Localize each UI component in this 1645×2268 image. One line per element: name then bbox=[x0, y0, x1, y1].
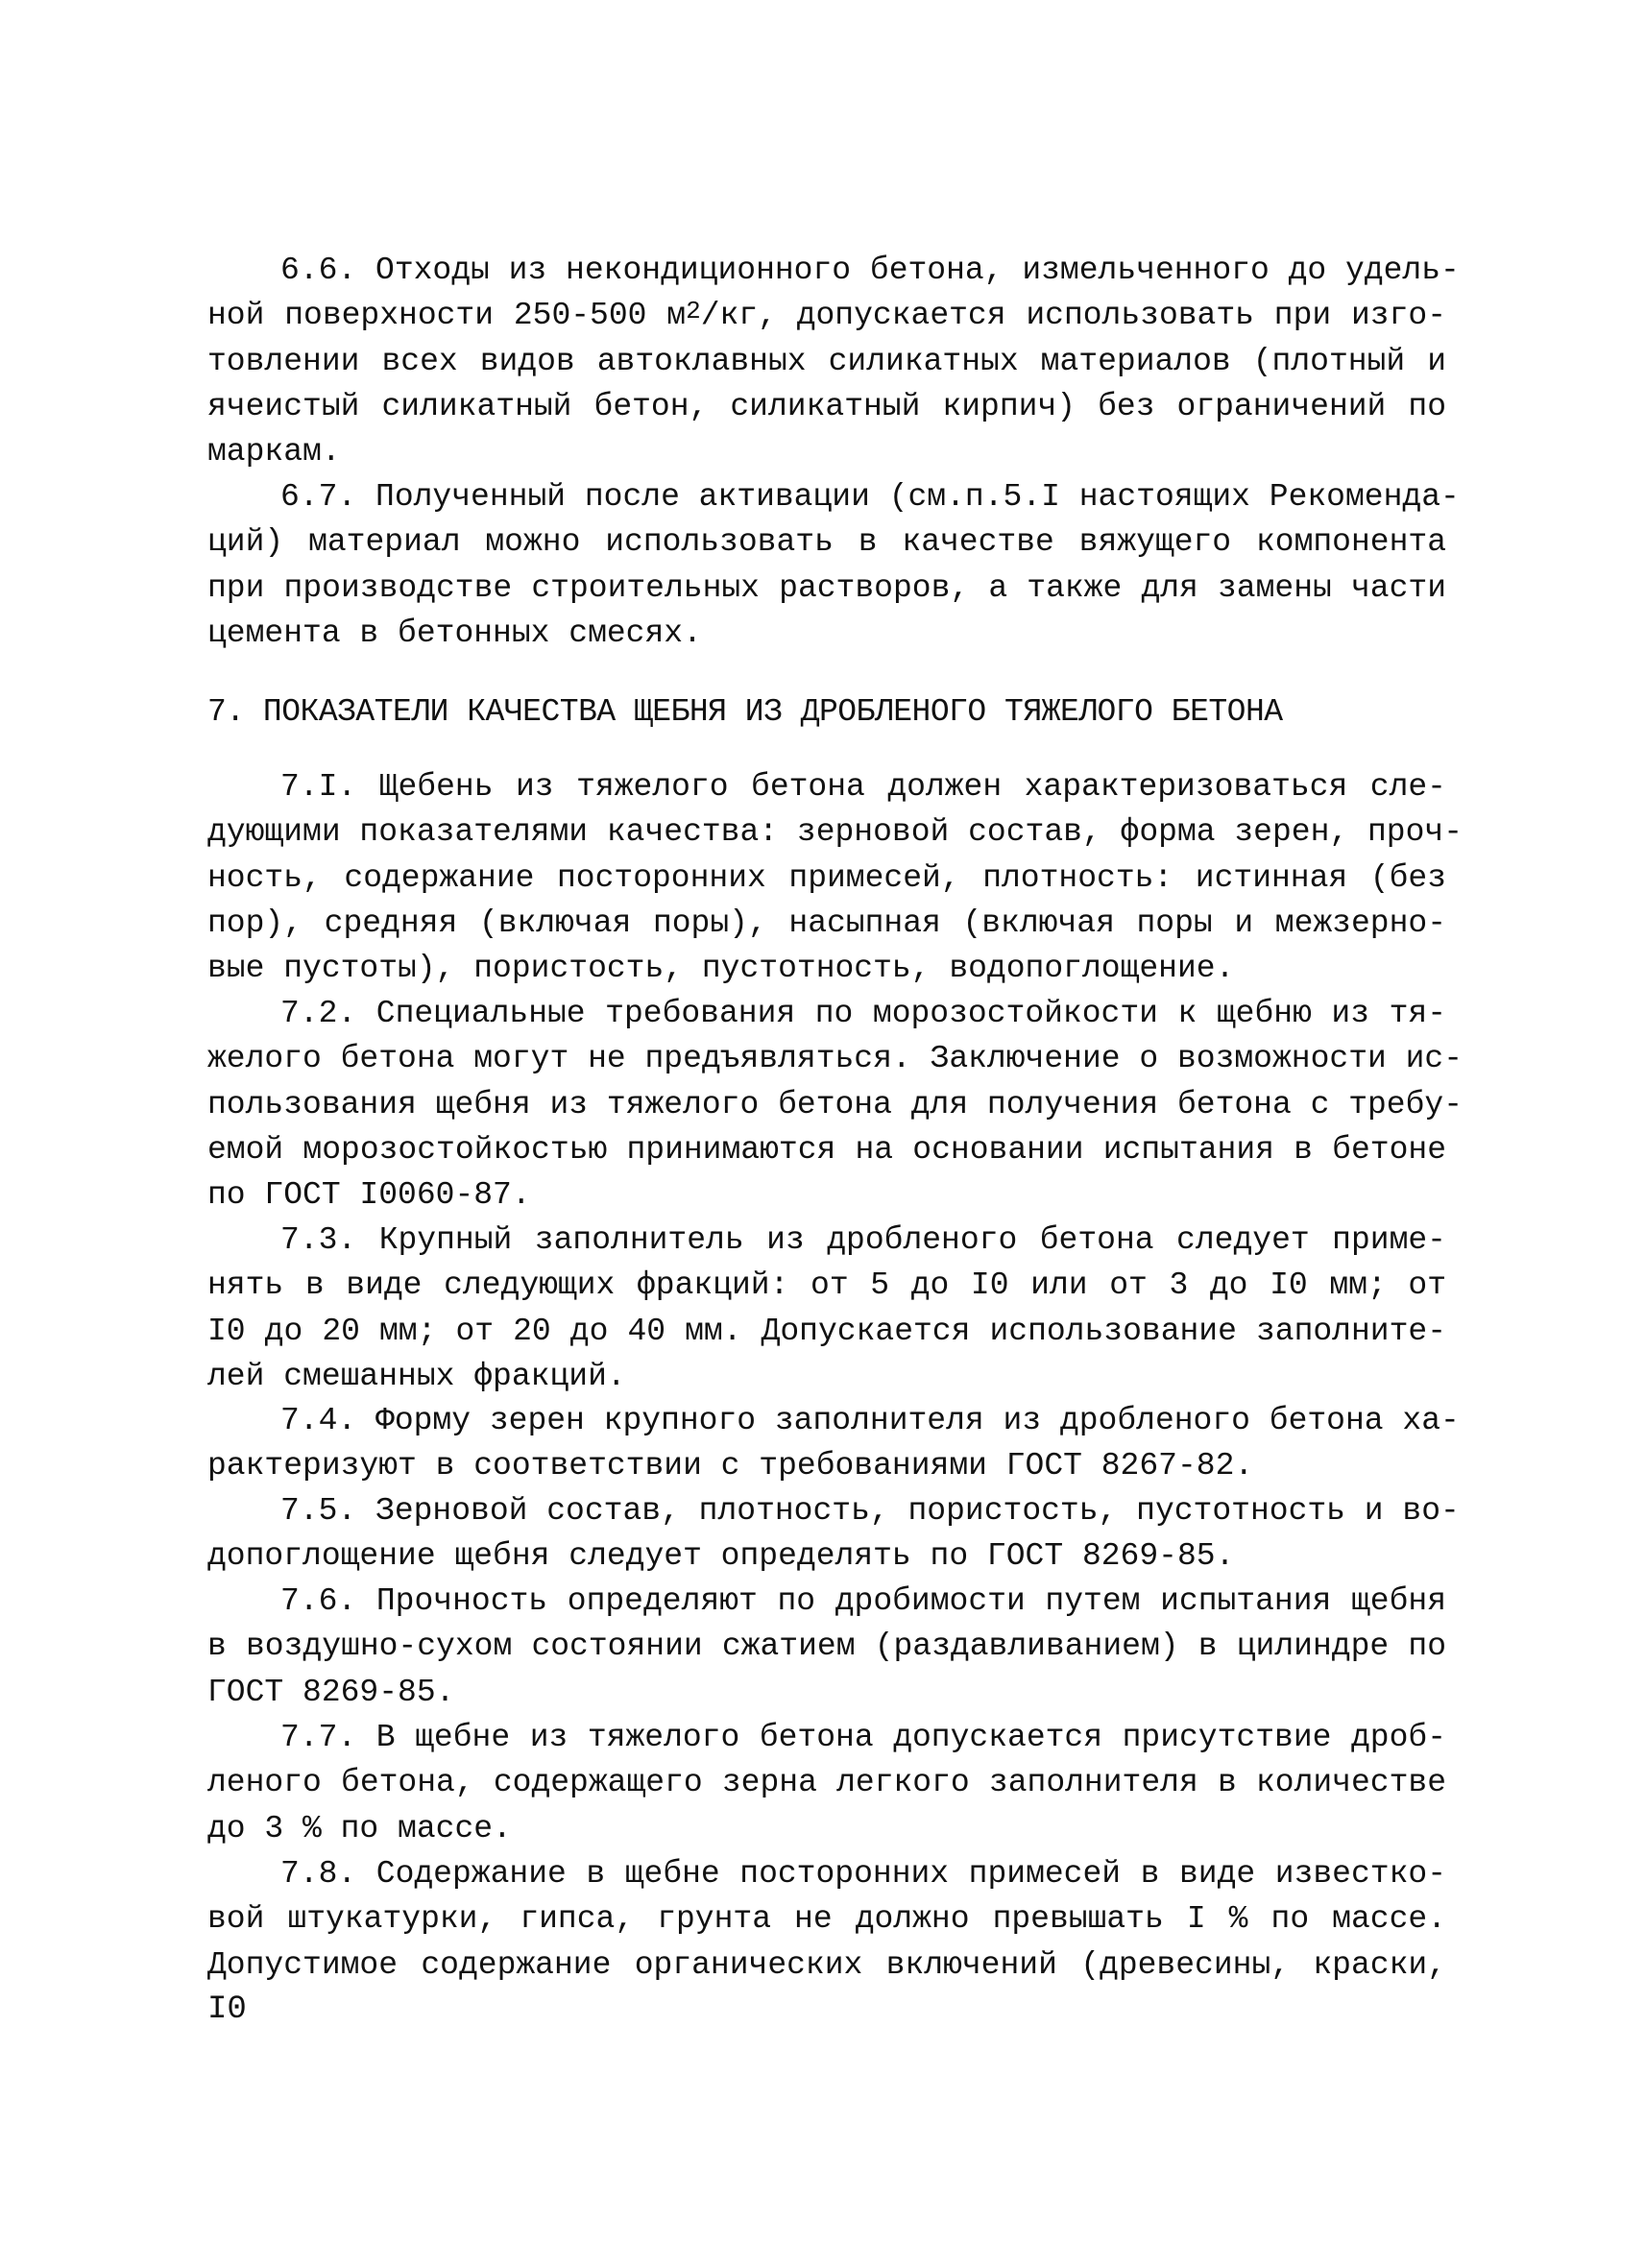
text-line: ГОСТ 8269-85. bbox=[207, 1674, 455, 1710]
paragraph-7-8 bbox=[207, 1851, 1446, 1988]
text-line: 7.I. Щебень из тяжелого бетона должен характеризоваться сле- bbox=[280, 769, 1446, 805]
paragraph-7-2 bbox=[207, 991, 1464, 1218]
text-line: 7.2. Специальные требования по морозостойкости к щебню из тя- bbox=[280, 996, 1446, 1031]
text-line: пользования щебня из тяжелого бетона для получения бетона с требу- bbox=[207, 1086, 1464, 1122]
text-line: ций) материал можно использовать в качестве вяжущего компонента bbox=[207, 524, 1446, 561]
text-line bbox=[207, 293, 1446, 338]
text-line: вой штукатурки, гипса, грунта не должно превышать I % по массе. bbox=[207, 1901, 1446, 1938]
paragraph-7-4 bbox=[207, 1398, 1460, 1489]
text-line: 7.3. Крупный заполнитель из дробленого бетона следует приме- bbox=[280, 1222, 1446, 1258]
text-line: цемента в бетонных смесях. bbox=[207, 615, 702, 651]
text-line: емой морозостойкостью принимаются на основании испытания в бетоне bbox=[207, 1131, 1446, 1168]
text-line: допоглощение щебня следует определять по ГОСТ 8269-85. bbox=[207, 1538, 1235, 1575]
paragraph-7-6 bbox=[207, 1579, 1446, 1715]
text-line: 7.7. В щебне из тяжелого бетона допускается присутствие дроб- bbox=[280, 1720, 1446, 1755]
text-line: желого бетона могут не предъявляться. Заключение о возможности ис- bbox=[207, 1041, 1464, 1077]
text-line: I0 до 20 мм; от 20 до 40 мм. Допускается использование заполните- bbox=[207, 1313, 1446, 1349]
text-line: ячеистый силикатный бетон, силикатный кирпич) без ограничений по bbox=[207, 388, 1446, 424]
text-line: 7.8. Содержание в щебне посторонних примесей в виде известко- bbox=[280, 1856, 1446, 1892]
text-line: в воздушно-сухом состоянии сжатием (раздавливанием) в цилиндре по bbox=[207, 1629, 1446, 1665]
text-line: рактеризуют в соответствии с требованиями ГОСТ 8267-82. bbox=[207, 1448, 1254, 1484]
text-line: по ГОСТ I0060-87. bbox=[207, 1177, 531, 1214]
paragraph-6-7 bbox=[207, 474, 1460, 656]
text-line: до 3 % по массе. bbox=[207, 1810, 512, 1846]
text-line: маркам. bbox=[207, 434, 341, 470]
text-fragment: /кг, допускается использовать при изго- bbox=[700, 298, 1446, 334]
text-line: 7.6. Прочность определяют по дробимости путем испытания щебня bbox=[280, 1583, 1446, 1619]
text-line: ность, содержание посторонних примесей, плотность: истинная (без bbox=[207, 859, 1446, 896]
paragraph-7-1 bbox=[207, 764, 1464, 991]
text-line: товлении всех видов автоклавных силикатных материалов (плотный и bbox=[207, 343, 1446, 379]
text-line: при производстве строительных растворов, а также для замены части bbox=[207, 569, 1446, 606]
paragraph-7-7 bbox=[207, 1715, 1446, 1851]
text-line: 6.7. Полученный после активации (см.п.5.I настоящих Рекоменда- bbox=[280, 479, 1460, 515]
text-line: 7.4. Форму зерен крупного заполнителя из дробленого бетона ха- bbox=[280, 1403, 1460, 1438]
text-line: леного бетона, содержащего зерна легкого заполнителя в количестве bbox=[207, 1765, 1446, 1801]
paragraph-6-6 bbox=[207, 248, 1460, 474]
superscript: 2 bbox=[686, 297, 701, 326]
page-number: I0 bbox=[207, 1991, 247, 2028]
text-line: дующими показателями качества: зерновой состав, форма зерен, проч- bbox=[207, 814, 1464, 851]
text-line: нять в виде следующих фракций: от 5 до I0 или от 3 до I0 мм; от bbox=[207, 1267, 1446, 1304]
text-line: вые пустоты), пористость, пустотность, водопоглощение. bbox=[207, 951, 1235, 987]
paragraph-7-5 bbox=[207, 1488, 1460, 1580]
paragraph-7-3 bbox=[207, 1218, 1446, 1399]
text-line: лей смешанных фракций. bbox=[207, 1358, 626, 1394]
text-line: 6.6. Отходы из некондиционного бетона, измельченного до удель- bbox=[280, 253, 1460, 288]
text-fragment: ной поверхности 250-500 м bbox=[207, 298, 687, 334]
section-heading: 7. ПОКАЗАТЕЛИ КАЧЕСТВА ЩЕБНЯ ИЗ ДРОБЛЕНОГО ТЯЖЕЛОГО БЕТОНА bbox=[207, 694, 1283, 730]
text-line: 7.5. Зерновой состав, плотность, пористость, пустотность и во- bbox=[280, 1493, 1460, 1529]
text-line: Допустимое содержание органических включений (древесины, краски, bbox=[207, 1946, 1446, 1983]
text-line: пор), средняя (включая поры), насыпная (включая поры и межзерно- bbox=[207, 905, 1446, 941]
